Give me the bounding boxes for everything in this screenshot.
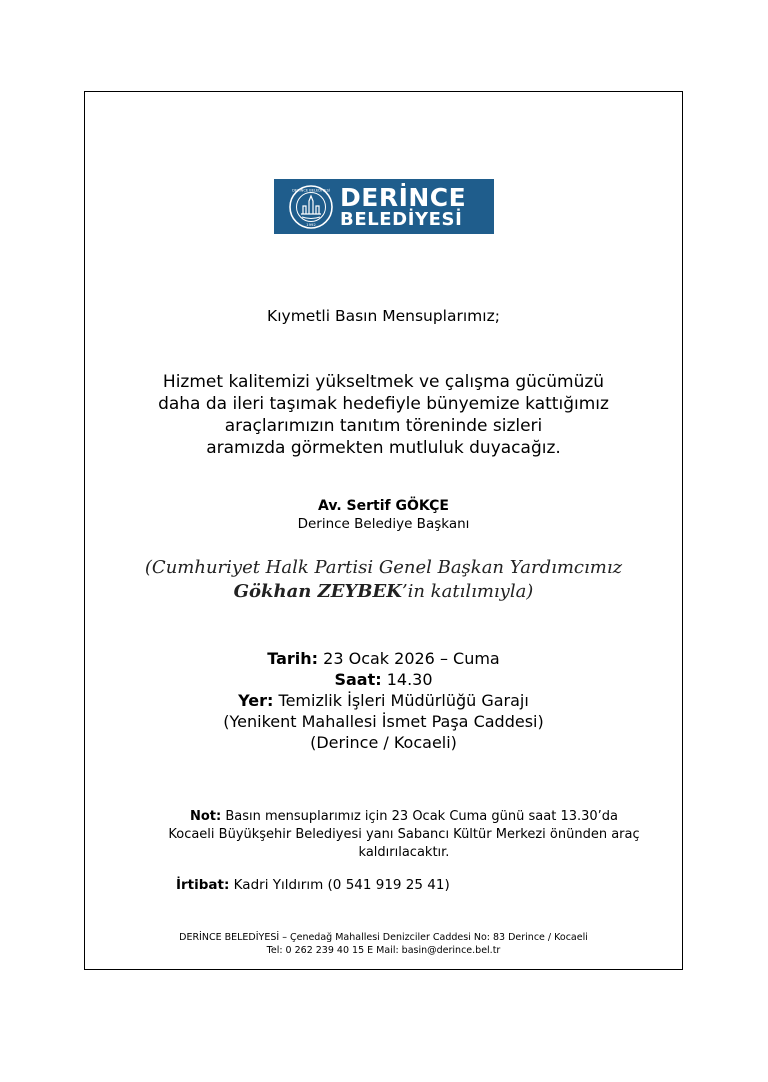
footer-contact: Tel: 0 262 239 40 15 E Mail: basin@derince.bel.tr bbox=[266, 945, 501, 956]
date-label: Tarih: bbox=[267, 649, 319, 668]
address-line-2: (Derince / Kocaeli) bbox=[310, 733, 457, 752]
signer-name: Av. Sertif GÖKÇE bbox=[318, 498, 449, 514]
invitation-body bbox=[84, 371, 683, 459]
note-label: Not: bbox=[189, 809, 222, 824]
place-row bbox=[84, 690, 683, 711]
guest-line-2 bbox=[84, 580, 683, 604]
note-line-2: Kocaeli Büyükşehir Belediyesi yanı Sabancı Kültür Merkezi önünden araç bbox=[168, 827, 640, 842]
note-text-1: Basın mensuplarımız için 23 Ocak Cuma günü saat 13.30’da bbox=[221, 809, 619, 824]
date-value: 23 Ocak 2026 – Cuma bbox=[318, 649, 500, 668]
salutation: Kıymetli Basın Mensuplarımız; bbox=[267, 307, 500, 325]
footer-address: DERİNCE BELEDİYESİ – Çenedağ Mahallesi Denizciler Caddesi No: 83 Derince / Kocaeli bbox=[179, 932, 588, 943]
municipality-seal-icon bbox=[288, 184, 334, 230]
footer bbox=[84, 931, 683, 957]
note-line-1 bbox=[134, 808, 674, 826]
body-line: Hizmet kalitemizi yükseltmek ve çalışma gücümüzü bbox=[162, 372, 605, 392]
event-details bbox=[84, 648, 683, 753]
logo-wordmark bbox=[340, 182, 467, 230]
place-label: Yer: bbox=[238, 691, 274, 710]
guest-notice bbox=[84, 556, 683, 604]
time-label: Saat: bbox=[334, 670, 382, 689]
time-row bbox=[84, 669, 683, 690]
note-line-3: kaldırılacaktır. bbox=[358, 845, 450, 860]
contact-value: Kadri Yıldırım (0 541 919 25 41) bbox=[229, 877, 450, 893]
time-value: 14.30 bbox=[381, 670, 433, 689]
contact-label: İrtibat: bbox=[176, 877, 230, 893]
address-line-1: (Yenikent Mahallesi İsmet Paşa Caddesi) bbox=[223, 712, 544, 731]
svg-text:DERİNCE BELEDİYESİ: DERİNCE BELEDİYESİ bbox=[292, 188, 330, 192]
transport-note bbox=[134, 808, 674, 862]
body-line: aramızda görmekten mutluluk duyacağız. bbox=[206, 438, 561, 458]
svg-text:1992: 1992 bbox=[306, 221, 316, 227]
body-line: araçlarımızın tanıtım töreninde sizleri bbox=[224, 416, 543, 436]
signer-title: Derince Belediye Başkanı bbox=[297, 516, 470, 532]
body-line: daha da ileri taşımak hedefiyle bünyemize kattığımız bbox=[158, 394, 609, 414]
municipality-logo bbox=[274, 179, 494, 234]
logo-line-1: DERİNCE bbox=[340, 182, 467, 212]
guest-line-1: (Cumhuriyet Halk Partisi Genel Başkan Yardımcımız bbox=[144, 557, 623, 578]
logo-line-2: BELEDİYESİ bbox=[340, 208, 463, 230]
contact-info bbox=[176, 877, 450, 893]
place-value: Temizlik İşleri Müdürlüğü Garajı bbox=[273, 691, 529, 710]
guest-name: Gökhan ZEYBEK bbox=[233, 581, 402, 602]
date-row bbox=[84, 648, 683, 669]
guest-suffix: ’in katılımıyla) bbox=[401, 581, 534, 602]
